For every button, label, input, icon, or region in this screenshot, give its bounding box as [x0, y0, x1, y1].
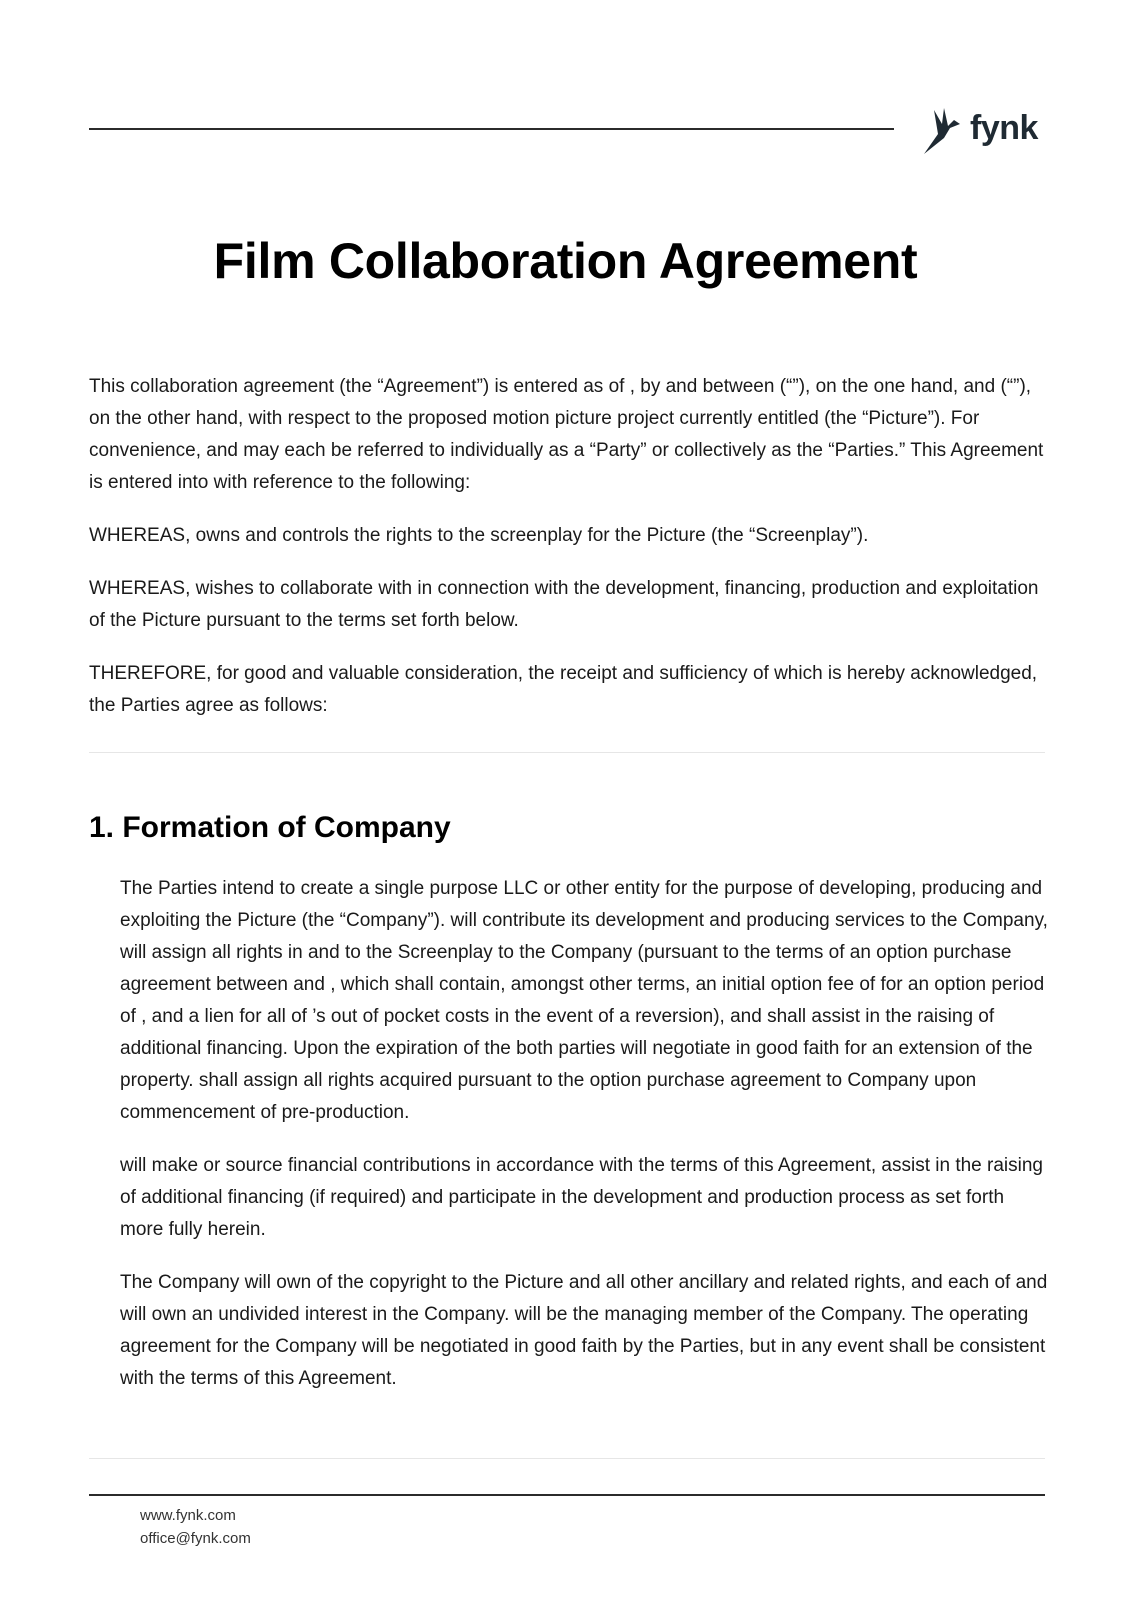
logo-text: fynk — [970, 109, 1038, 147]
fynk-logo — [920, 104, 1038, 156]
section-paragraph: The Parties intend to create a single purpose LLC or other entity for the purpose of developing, producing and exploiting the Picture (the “Company”). will contribute its development and producing services to the Company, will assign all rights in and to the Screenplay to the Company (pursuant to the terms of an option purchase agreement between and , which shall contain, amongst other terms, an initial option fee of for an option period of , and a lien for all of ’s out of pocket costs in the event of a reversion), and shall assist in the raising of additional financing. Upon the expiration of the both parties will negotiate in good faith for an extension of the property. shall assign all rights acquired pursuant to the option purchase agreement to Company upon commencement of pre-production. — [120, 878, 1048, 1123]
section-paragraph: The Company will own of the copyright to the Picture and all other ancillary and related rights, and each of and will own an undivided interest in the Company. will be the managing member of the Company. The operating agreement for the Company will be negotiated in good faith by the Parties, but in any event shall be consistent with the terms of this Agreement. — [120, 1272, 1048, 1389]
therefore-paragraph: THEREFORE, for good and valuable consideration, the receipt and sufficiency of which is hereby acknowledged, the Parties agree as follows: — [89, 663, 1038, 716]
section-paragraph: will make or source financial contributions in accordance with the terms of this Agreement, assist in the raising of additional financing (if required) and participate in the development and production process as set forth more fully herein. — [120, 1155, 1043, 1240]
footer — [140, 1504, 251, 1550]
section-body — [120, 873, 1050, 1416]
intro-paragraph: This collaboration agreement (the “Agreement”) is entered as of , by and between (“”), on the one hand, and (“”), on the other hand, with respect to the proposed motion picture project currently entitled (the “Picture”). For convenience, and may each be referred to individually as a “Party” or collectively as the “Parties.” This Agreement is entered into with reference to the following: — [89, 376, 1044, 493]
footer-rule — [89, 1494, 1045, 1496]
footer-website: www.fynk.com — [140, 1507, 236, 1524]
section-divider — [89, 1458, 1045, 1459]
section-heading: 1. Formation of Company — [89, 811, 451, 844]
footer-email: office@fynk.com — [140, 1530, 251, 1547]
bird-icon — [920, 104, 964, 156]
section-divider — [89, 752, 1045, 753]
header-rule — [89, 128, 894, 130]
document-title: Film Collaboration Agreement — [213, 233, 918, 289]
whereas-paragraph: WHEREAS, wishes to collaborate with in connection with the development, financing, production and exploitation of the Picture pursuant to the terms set forth below. — [89, 578, 1039, 631]
whereas-paragraph: WHEREAS, owns and controls the rights to the screenplay for the Picture (the “Screenplay”). — [89, 525, 869, 546]
intro-section — [89, 371, 1049, 743]
